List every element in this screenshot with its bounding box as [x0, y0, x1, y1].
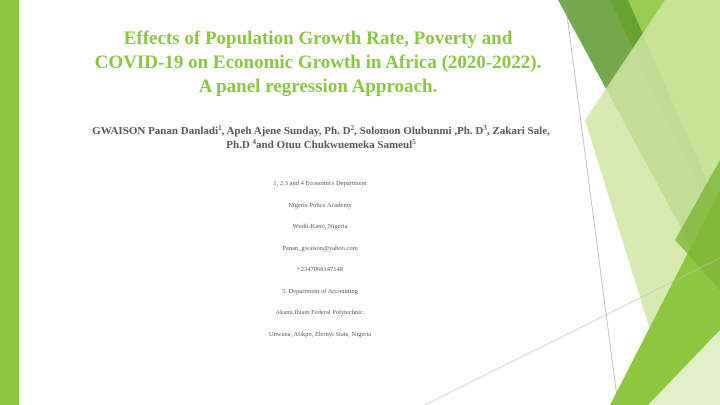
affiliation-line: Wudil-Kano, Nigeria: [292, 223, 348, 230]
author-5-marker: 5: [412, 138, 416, 146]
author-4-marker: 4: [252, 138, 257, 146]
affiliation-line: Akanu Ibiam Federal Polytechnic.: [275, 309, 365, 316]
author-2-marker: 2: [350, 124, 355, 132]
slide-title: Effects of Population Growth Rate, Poverty and COVID-19 on Economic Growth in Africa (2020-2022). A panel regression Approach.: [94, 28, 542, 97]
author-4: , Zakari Sale, Ph.D: [226, 125, 550, 151]
author-3-marker: 3: [483, 124, 487, 132]
affiliation-line: 5. Department of Accounting: [282, 287, 358, 295]
affiliation-email[interactable]: Panan_gwaison@yahoo.com: [282, 244, 358, 252]
author-5: and Otuu Chukwuemeka Sameul: [256, 139, 413, 151]
affiliation-line: Unwana, Afikpo, Ebonyi State, Nigeria: [268, 330, 372, 338]
author-list: [86, 124, 556, 152]
affiliation-list: [180, 180, 460, 352]
author-1-marker: 1: [218, 124, 222, 132]
affiliation-phone: +2347068147148: [297, 266, 343, 273]
affiliation-line: 1, 2,3 and 4 Economics Department: [273, 180, 367, 187]
author-1: GWAISON Panan Danladi: [92, 125, 219, 137]
author-2: , Apeh Ajene Sunday, Ph. D: [221, 125, 351, 137]
author-3: , Solomon Olubunmi ,Ph. D: [354, 125, 484, 137]
affiliation-line: Nigeria Police Academy: [288, 201, 352, 209]
